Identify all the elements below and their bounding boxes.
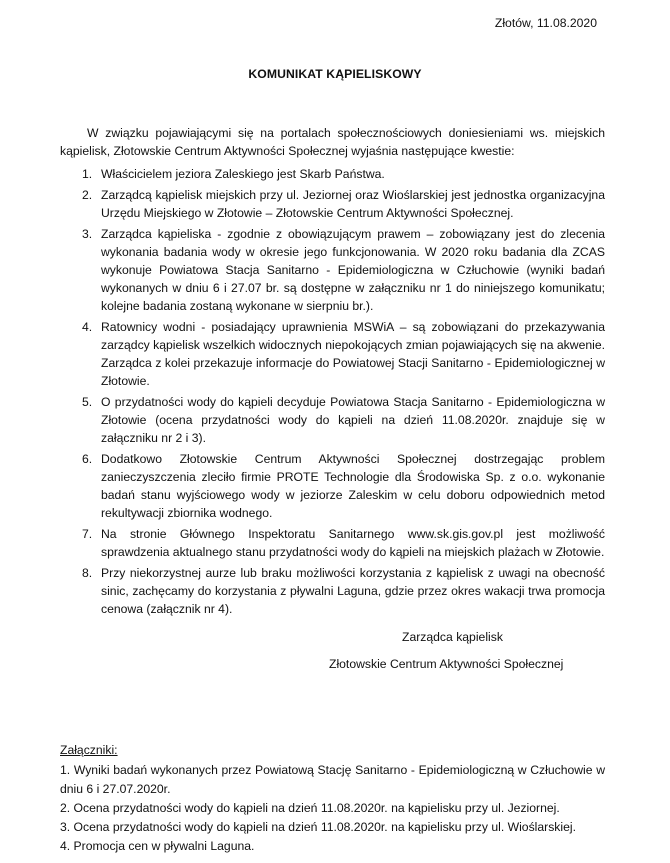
- intro-paragraph: W związku pojawiającymi się na portalach społecznościowych doniesieniami ws. miejskich kąpielisk, Złotowskie Centrum Aktywności Społecznej wyjaśnia następujące kwestie:: [60, 126, 605, 158]
- signature-organization: Złotowskie Centrum Aktywności Społecznej: [329, 657, 564, 671]
- list-number: 6.: [82, 452, 93, 466]
- list-item: [60, 525, 605, 561]
- attachments-list: [60, 761, 605, 856]
- list-item-text: Zarządca kąpieliska - zgodnie z obowiązującym prawem – zobowiązany jest do zlecenia wykonania badania wody w okresie jego funkcjonowania. W 2020 roku badania dla ZCAS wykonuje Powiatowa Stacja Sanitarno - Epidemiologiczna w Człuchowie (wyniki badań wykonanych w dniu 6 i 27.07 br. są dostępne w załączniku nr 1 do niniejszego komunikatu; kolejne badania zostaną wykonane w sierpniu br.).: [101, 227, 605, 313]
- list-item-text: Ratownicy wodni - posiadający uprawnienia MSWiA – są zobowiązani do przekazywania zarządcy kąpielisk wszelkich widocznych niepokojących zmian pojawiających się na akwenie. Zarządca z kolei przekazuje informacje do Powiatowej Stacji Sanitarno - Epidemiologicznej w Złotowie.: [101, 320, 605, 388]
- list-item: [60, 450, 605, 522]
- list-item-text: Zarządcą kąpielisk miejskich przy ul. Jeziornej oraz Wioślarskiej jest jednostka organizacyjna Urzędu Miejskiego w Złotowie – Złotowskie Centrum Aktywności Społecznej.: [101, 188, 605, 220]
- list-item-text: Dodatkowo Złotowskie Centrum Aktywności Społecznej dostrzegając problem zanieczyszczenia zleciło firmie PROTE Technologie dla Środowiska Sp. z o.o. wykonanie badań stanu wyjściowego wody w jeziorze Zaleskim w celu doboru odpowiednich metod rekultywacji zbiornika wodnego.: [101, 452, 605, 520]
- list-item: [60, 393, 605, 447]
- list-number: 1.: [82, 167, 93, 181]
- attachment-item: 4. Promocja cen w pływalni Laguna.: [60, 839, 255, 853]
- list-item-text: Przy niekorzystnej aurze lub braku możliwości korzystania z kąpielisk z uwagi na obecność sinic, zachęcamy do korzystania z pływalni Laguna, gdzie przez okres wakacji trwa promocja cenowa (załącznik nr 4).: [101, 566, 605, 616]
- list-item-text: O przydatności wody do kąpieli decyduje Powiatowa Stacja Sanitarno - Epidemiologiczna w Złotowie (ocena przydatności wody do kąpieli na dzień 11.08.2020r. znajduje się w załączniku nr 2 i 3).: [101, 395, 605, 445]
- list-item: [60, 186, 605, 222]
- attachment-item: 1. Wyniki badań wykonanych przez Powiatową Stację Sanitarno - Epidemiologiczną w Człuchowie w dniu 6 i 27.07.2020r.: [60, 763, 605, 796]
- list-number: 8.: [82, 566, 93, 580]
- document-date: Złotów, 11.08.2020: [494, 16, 597, 30]
- list-item-text: Na stronie Głównego Inspektoratu Sanitarnego www.sk.gis.gov.pl jest możliwość sprawdzenia aktualnego stanu przydatności wody do kąpieli na miejskich plażach w Złotowie.: [101, 527, 605, 559]
- numbered-list: [60, 165, 605, 621]
- list-item: [60, 165, 605, 183]
- signature-title: Zarządca kąpielisk: [402, 630, 503, 644]
- attachment-item: 3. Ocena przydatności wody do kąpieli na dzień 11.08.2020r. na kąpielisku przy ul. Wioślarskiej.: [60, 820, 576, 834]
- list-item: [60, 225, 605, 315]
- document-title: KOMUNIKAT KĄPIELISKOWY: [248, 67, 422, 81]
- list-number: 3.: [82, 227, 93, 241]
- list-item: [60, 564, 605, 618]
- list-item-text: Właścicielem jeziora Zaleskiego jest Skarb Państwa.: [101, 167, 385, 181]
- list-number: 5.: [82, 395, 93, 409]
- list-number: 4.: [82, 320, 93, 334]
- list-number: 7.: [82, 527, 93, 541]
- attachment-item: 2. Ocena przydatności wody do kąpieli na dzień 11.08.2020r. na kąpielisku przy ul. Jeziornej.: [60, 801, 560, 815]
- list-item: [60, 318, 605, 390]
- list-number: 2.: [82, 188, 93, 202]
- attachments-heading: Załączniki:: [60, 743, 118, 757]
